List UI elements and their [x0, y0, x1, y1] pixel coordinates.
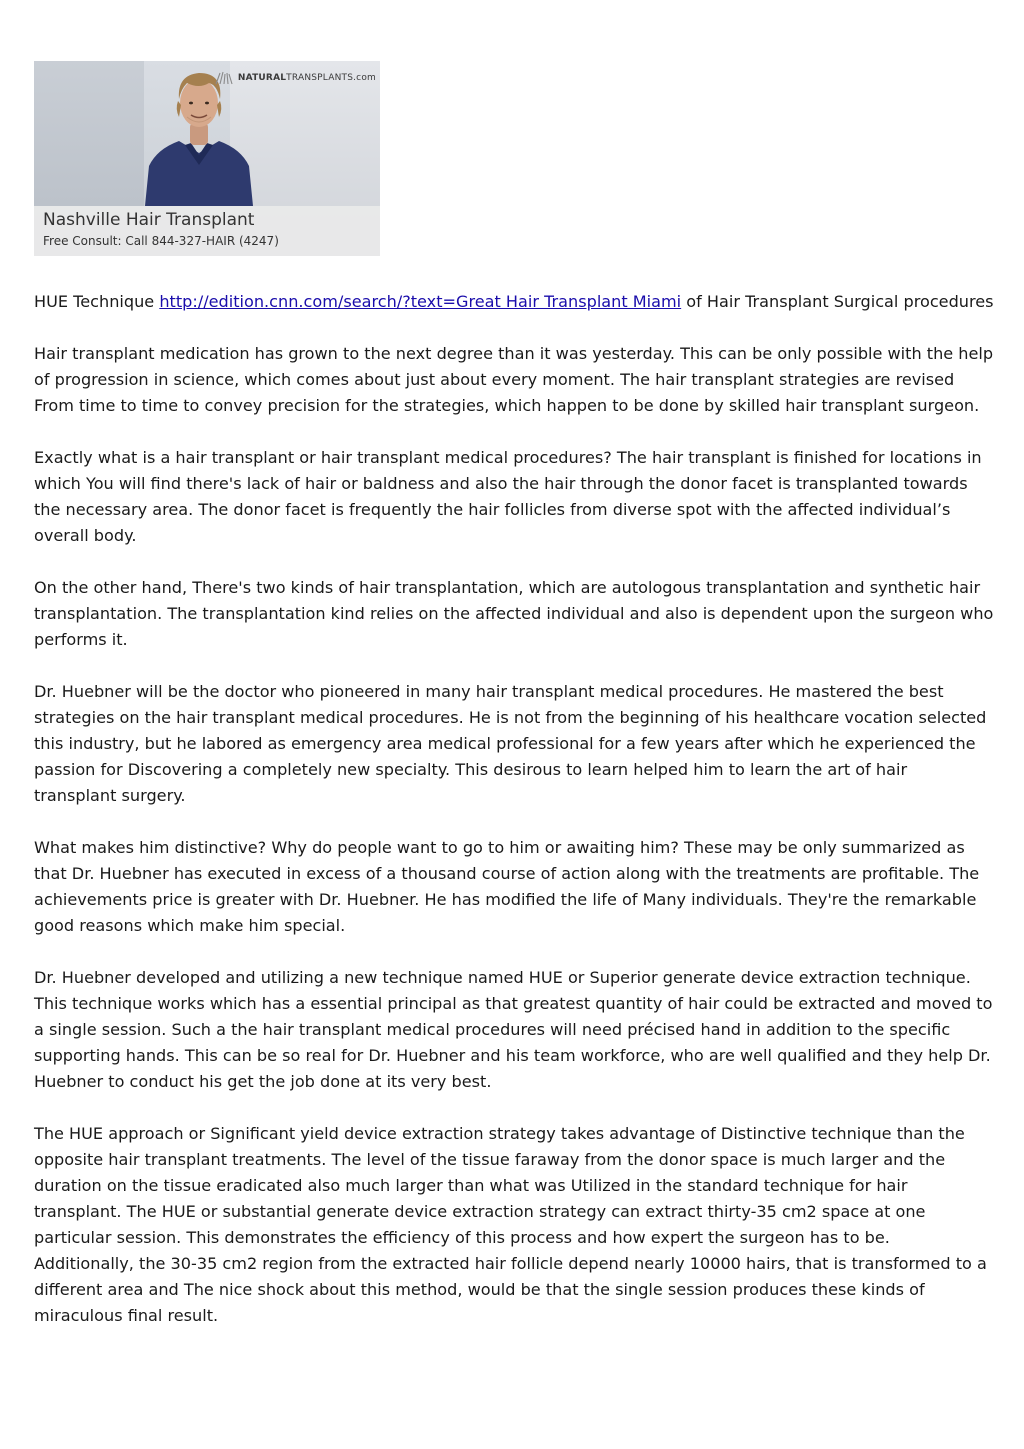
hero-caption-title: Nashville Hair Transplant — [43, 210, 255, 230]
body-paragraph: The HUE approach or Significant yield device extraction strategy takes advantage of Distinctive technique than the opposite hair transplant treatments. The level of the tissue faraway from the donor space is much larger and the duration on the tissue eradicated also much larger than what was Utilized in the standard technique for hair transplant. The HUE or substantial generate device extraction strategy can extract thirty-35 cm2 space at one particular session. This demonstrates the efficiency of this process and how expert the surgeon has to be. Additionally, the 30-35 cm2 region from the extracted hair follicle depend nearly 10000 hairs, that is transformed to a different area and The nice shock about this method, would be that the single session produces these kinds of miraculous final result. — [34, 1124, 987, 1325]
intro-lead: HUE Technique — [34, 292, 160, 311]
logo-text: NATURALTRANSPLANTS.com — [237, 73, 376, 83]
body-paragraph: Dr. Huebner will be the doctor who pioneered in many hair transplant medical procedures. He mastered the best strategies on the hair transplant medical procedures. He is not from the beginning of his healthcare vocation selected this industry, but he labored as emergency area medical professional for a few years after which he experienced the passion for Discovering a completely new specialty. This desirous to learn helped him to learn the art of hair transplant surgery. — [34, 682, 987, 805]
hero-caption-subtitle: Free Consult: Call 844-327-HAIR (4247) — [43, 234, 279, 248]
hero-background-wall-left — [34, 61, 144, 206]
body-paragraph: On the other hand, There's two kinds of hair transplantation, which are autologous transplantation and synthetic hair transplantation. The transplantation kind relies on the affected individual and also is dependent upon the surgeon who performs it. — [34, 578, 994, 649]
body-paragraph: Dr. Huebner developed and utilizing a new technique named HUE or Superior generate device extraction technique. This technique works which has a essential principal as that greatest quantity of hair could be extracted and moved to a single session. Such a the hair transplant medical procedures will need précised hand in addition to the specific supporting hands. This can be so real for Dr. Huebner and his team workforce, who are well qualified and they help Dr. Huebner to conduct his get the job done at its very best. — [34, 968, 993, 1091]
intro-paragraph — [34, 289, 994, 315]
hero-caption — [34, 206, 380, 256]
cnn-search-link[interactable]: http://edition.cnn.com/search/?text=Great Hair Transplant Miami — [159, 292, 682, 311]
natural-transplants-logo — [214, 71, 376, 85]
body-paragraph: Exactly what is a hair transplant or hair transplant medical procedures? The hair transplant is finished for locations in which You will find there's lack of hair or baldness and also the hair through the donor facet is transplanted towards the necessary area. The donor facet is frequently the hair follicles from diverse spot with the affected individual’s overall body. — [34, 448, 982, 545]
hair-follicle-logo-icon — [214, 71, 234, 85]
body-paragraph: What makes him distinctive? Why do people want to go to him or awaiting him? These may be only summarized as that Dr. Huebner has executed in excess of a thousand course of action along with the treatments are profitable. The achievements price is greater with Dr. Huebner. He has modified the life of Many individuals. They're the remarkable good reasons which make him special. — [34, 838, 980, 935]
document-page — [34, 61, 994, 1355]
hero-image — [34, 61, 380, 256]
intro-tail: of Hair Transplant Surgical procedures — [681, 292, 994, 311]
article-body — [34, 289, 994, 1329]
body-paragraph: Hair transplant medication has grown to the next degree than it was yesterday. This can be only possible with the help of progression in science, which comes about just about every moment. The hair transplant strategies are revised From time to time to convey precision for the strategies, which happen to be done by skilled hair transplant surgeon. — [34, 344, 994, 415]
